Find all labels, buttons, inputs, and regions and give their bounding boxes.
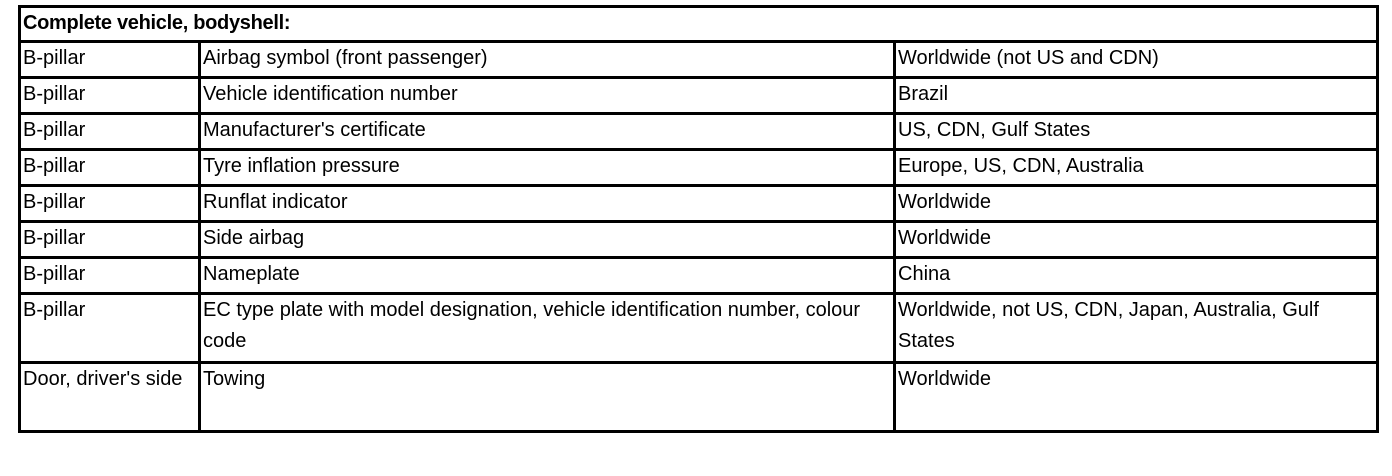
table-row [20, 150, 1378, 186]
table-header: Complete vehicle, bodyshell: [20, 7, 1378, 42]
cell-location: B-pillar [20, 258, 200, 294]
cell-label: Airbag symbol (front passenger) [200, 42, 895, 78]
cell-location: B-pillar [20, 114, 200, 150]
table-row [20, 186, 1378, 222]
cell-market: Worldwide, not US, CDN, Japan, Australia, Gulf States [895, 294, 1378, 363]
table-row [20, 363, 1378, 432]
label-location-table [18, 5, 1379, 433]
cell-location: B-pillar [20, 78, 200, 114]
cell-market: China [895, 258, 1378, 294]
cell-market: Worldwide (not US and CDN) [895, 42, 1378, 78]
cell-location: Door, driver's side [20, 363, 200, 432]
cell-label: Side airbag [200, 222, 895, 258]
cell-location: B-pillar [20, 294, 200, 363]
cell-label: Tyre inflation pressure [200, 150, 895, 186]
cell-label: Nameplate [200, 258, 895, 294]
cell-label: Manufacturer's certificate [200, 114, 895, 150]
cell-market: Brazil [895, 78, 1378, 114]
cell-location: B-pillar [20, 150, 200, 186]
cell-location: B-pillar [20, 222, 200, 258]
cell-market: Worldwide [895, 186, 1378, 222]
table-row [20, 222, 1378, 258]
cell-market: Worldwide [895, 222, 1378, 258]
cell-market: Worldwide [895, 363, 1378, 432]
cell-label: Runflat indicator [200, 186, 895, 222]
table-row [20, 42, 1378, 78]
cell-location: B-pillar [20, 42, 200, 78]
cell-market: Europe, US, CDN, Australia [895, 150, 1378, 186]
cell-label: EC type plate with model designation, vehicle identification number, colour code [200, 294, 895, 363]
cell-market: US, CDN, Gulf States [895, 114, 1378, 150]
table-row [20, 294, 1378, 363]
cell-label: Towing [200, 363, 895, 432]
table-row [20, 114, 1378, 150]
cell-location: B-pillar [20, 186, 200, 222]
table-row [20, 78, 1378, 114]
table-row [20, 258, 1378, 294]
cell-label: Vehicle identification number [200, 78, 895, 114]
